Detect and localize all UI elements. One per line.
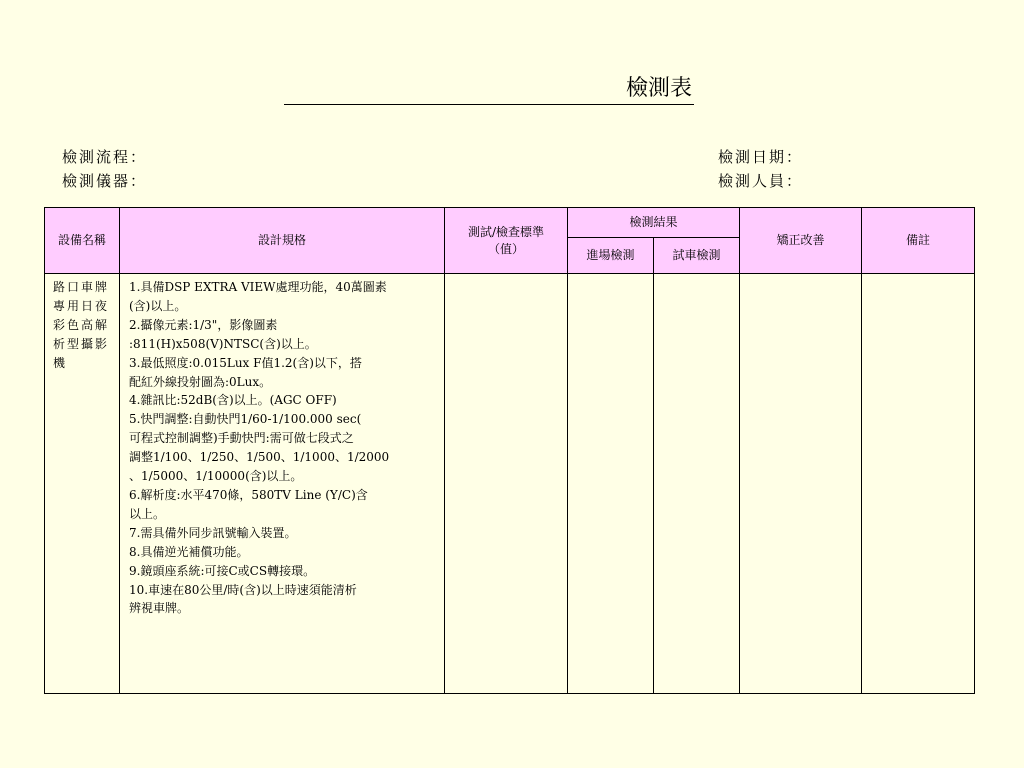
process-label: 檢測流程： (62, 148, 148, 166)
cell-correction (740, 274, 862, 694)
spec-line: :811(H)x508(V)NTSC(含)以上。 (129, 336, 317, 351)
spec-line: 10.車速在80公里/時(含)以上時速須能清析 (129, 582, 357, 597)
spec-line: 6.解析度:水平470條，580TV Line (Y/C)含 (129, 487, 368, 502)
spec-line: 3.最低照度:0.015Lux F值1.2(含)以下，搭 (129, 355, 362, 370)
cell-equipment-name: 路口車牌專用日夜彩色高解析型攝影機 (45, 274, 120, 694)
spec-line: 辨視車牌。 (129, 601, 190, 616)
header-remarks: 備註 (862, 208, 975, 274)
spec-line: (含)以上。 (129, 298, 187, 313)
spec-line: 調整1/100、1/250、1/500、1/1000、1/2000 (129, 450, 390, 465)
spec-line: 8.具備逆光補償功能。 (129, 544, 249, 559)
spec-line: 7.需具備外同步訊號輸入裝置。 (129, 525, 297, 540)
spec-line: 2.攝像元素:1/3"，影像圖素 (129, 317, 278, 332)
cell-design-spec (120, 274, 445, 694)
spec-line: 、1/5000、1/10000(含)以上。 (129, 469, 303, 484)
header-equipment-name: 設備名稱 (45, 208, 120, 274)
inspection-table (44, 207, 975, 694)
header-design-spec: 設計規格 (120, 208, 445, 274)
cell-onsite-test (568, 274, 654, 694)
spec-line: 4.雜訊比:52dB(含)以上。(AGC OFF) (129, 393, 337, 408)
meta-left (62, 145, 147, 193)
cell-remarks (862, 274, 975, 694)
spec-line: 以上。 (129, 506, 166, 521)
spec-line: 配紅外線投射圖為:0Lux。 (129, 374, 272, 389)
page-title: 檢測表 (284, 74, 694, 105)
spec-line: 9.鏡頭座系統:可接C或CS轉接環。 (129, 563, 316, 578)
date-label: 檢測日期： (718, 148, 804, 166)
header-correction: 矯正改善 (740, 208, 862, 274)
header-trial-test: 試車檢測 (654, 238, 740, 274)
inspector-label: 檢測人員： (718, 172, 804, 190)
meta-right (718, 145, 803, 193)
spec-line: 可程式控制調整)手動快門:需可做七段式之 (129, 431, 354, 446)
spec-line: 1.具備DSP EXTRA VIEW處理功能，40萬圖素 (129, 280, 387, 294)
spec-line: 5.快門調整:自動快門1/60-1/100.000 sec( (129, 412, 362, 427)
header-onsite-test: 進場檢測 (568, 238, 654, 274)
cell-trial-test (654, 274, 740, 694)
cell-test-standard (445, 274, 568, 694)
instrument-label: 檢測儀器： (62, 172, 148, 190)
header-test-result: 檢測結果 (568, 208, 740, 238)
header-test-standard: 測試/檢查標準（值） (445, 208, 568, 274)
